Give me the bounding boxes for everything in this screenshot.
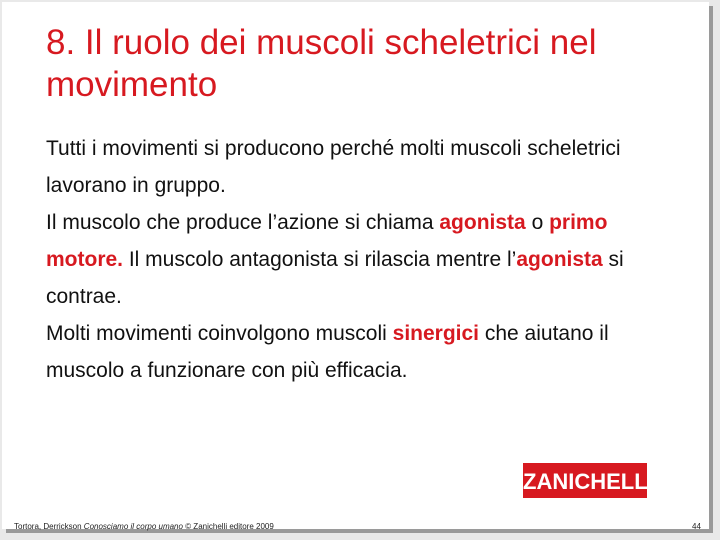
zanichelli-logo: ZANICHELLI xyxy=(523,463,647,498)
term-sinergici: sinergici xyxy=(392,322,480,345)
slide-title: 8. Il ruolo dei muscoli scheletrici nel movimento xyxy=(46,23,597,104)
paragraph-2 xyxy=(46,204,686,315)
paragraph-2-text-3: Il muscolo antagonista si rilascia mentre l’ xyxy=(123,248,517,271)
footer-book-title: Conosciamo il corpo umano xyxy=(83,522,183,531)
term-agonista-2: agonista xyxy=(516,248,603,271)
paragraph-3-text-1: Molti movimenti coinvolgono muscoli xyxy=(46,322,393,345)
paragraph-2-text-4: si contrae. xyxy=(46,248,624,308)
footer-publisher: © Zanichelli editore 2009 xyxy=(182,522,274,531)
page-number: 44 xyxy=(692,522,701,531)
paragraph-3 xyxy=(46,315,686,389)
slide xyxy=(2,2,709,529)
term-agonista: agonista xyxy=(439,211,526,234)
paragraph-2-text-1: Il muscolo che produce l’azione si chiama xyxy=(46,211,440,234)
footer-authors: Tortora, Derrickson xyxy=(14,522,84,531)
paragraph-3-text-2: che aiutano il muscolo a funzionare con più efficacia. xyxy=(46,322,609,382)
paragraph-1: Tutti i movimenti si producono perché molti muscoli scheletrici lavorano in gruppo. xyxy=(46,137,621,197)
term-primo-motore: primo motore. xyxy=(46,211,608,271)
footer-citation xyxy=(14,522,274,531)
paragraph-2-text-2: o xyxy=(525,211,550,234)
slide-body xyxy=(46,130,686,389)
